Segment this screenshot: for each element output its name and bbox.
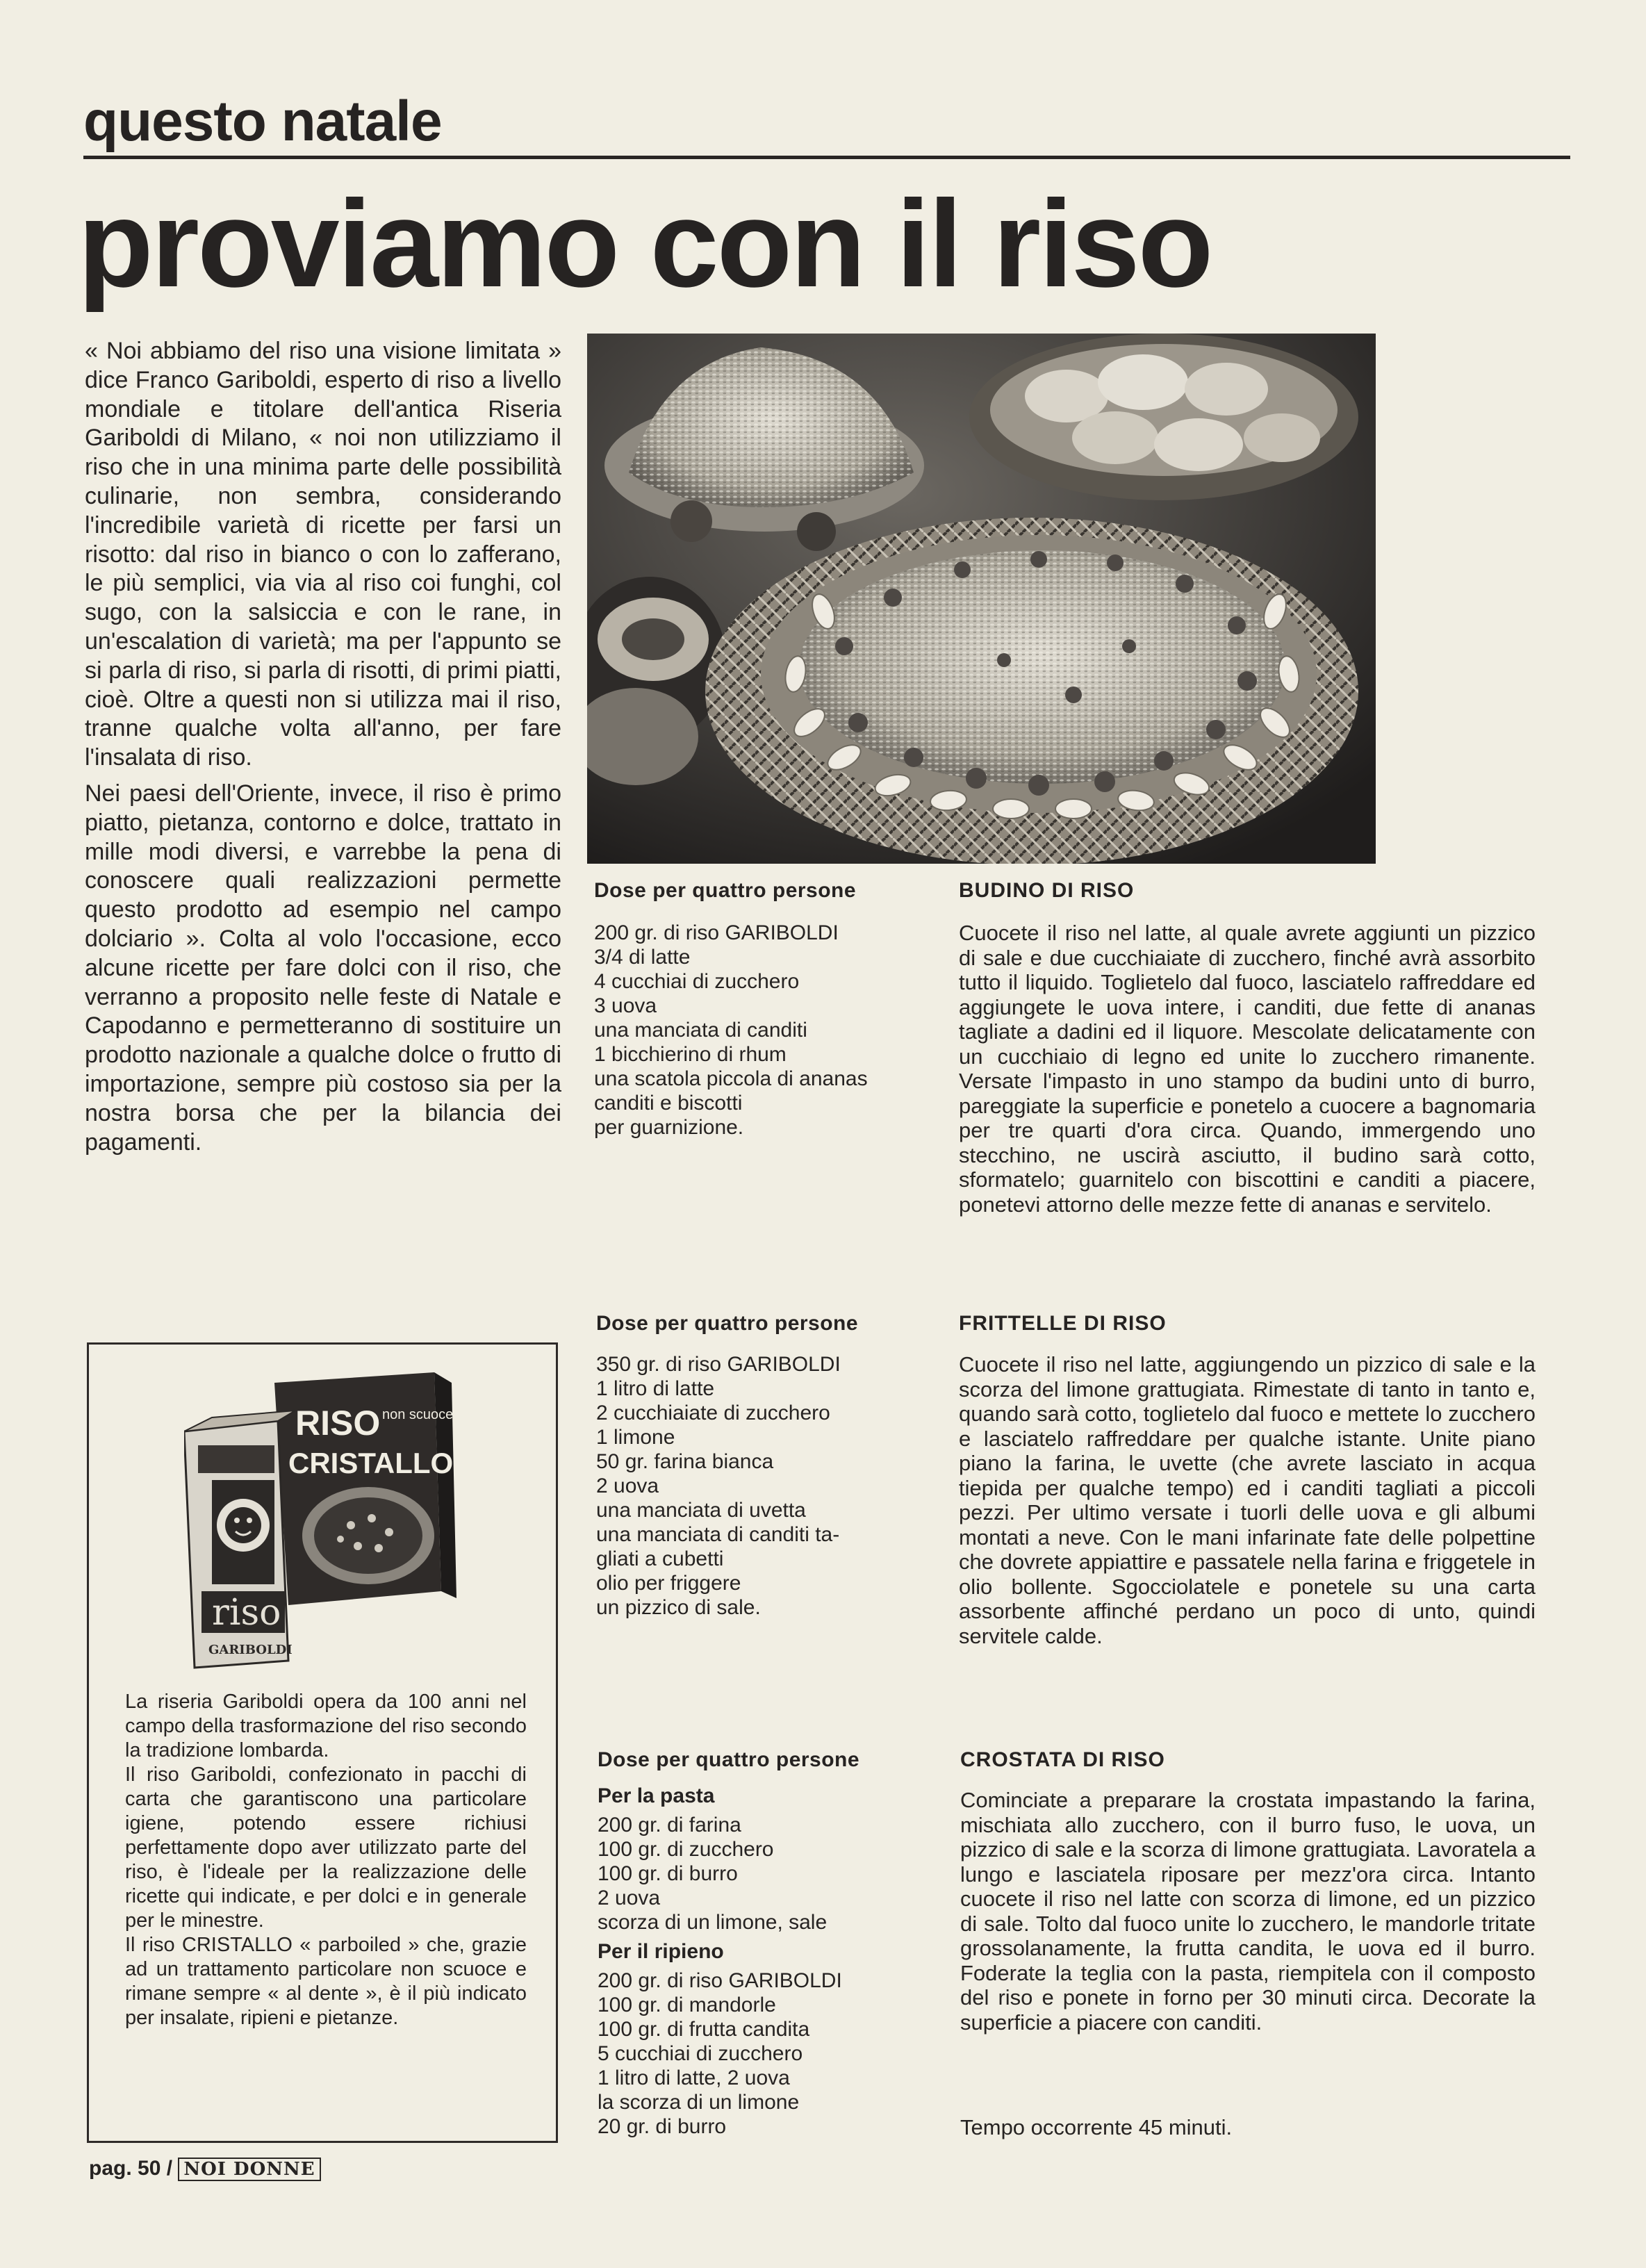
article-headline: proviamo con il riso — [78, 174, 1212, 313]
intro-column — [85, 337, 561, 1164]
recipe-title-budino: BUDINO DI RISO — [959, 879, 1135, 902]
recipe-text-budino: Cuocete il riso nel latte, al quale avrete aggiunti un pizzico di sale e due cucchiaiate di zucchero, finché avrà assorbito tutto il liquido. Toglietelo dal fuoco, lasciatelo raffreddare ed aggiungete le uova intere, i canditi, due fette di ananas tagliate a dadini ed il liquore. Mescolate delicatamente con un cucchiaio di legno ed unite lo zucchero rimanente. Versate l'impasto in uno stampo da budini unto di burro, pareggiate la superficie e ponetelo a cuocere a bagnomaria per tre quarti d'ora circa. Quando, immergendo uno stecchino, ne uscirà asciutto, il budino sarà cotto, sformatelo; guarnitelo con biscottini e canditi a piacere, ponetevi attorno delle mezze fette di ananas e servitelo. — [959, 921, 1536, 1217]
subhead-pasta: Per la pasta — [598, 1784, 715, 1807]
ingredients-frittelle: 350 gr. di riso GARIBOLDI 1 litro di latte 2 cucchiaiate di zucchero 1 limone 50 gr. farina bianca 2 uova una manciata di uvetta una manciata di canditi ta- gliati a cubetti olio per friggere un pizzico di sale. — [596, 1353, 841, 1619]
page-number: pag. 50 / — [89, 2157, 173, 2180]
rice-packages-illustration — [184, 1369, 462, 1678]
rice-desserts-photo — [587, 334, 1376, 864]
ad-text — [125, 1690, 527, 2030]
intro-paragraph-1: « Noi abbiamo del riso una visione limitata » dice Franco Gariboldi, esperto di riso a livello mondiale e titolare dell'antica Riseria Gariboldi di Milano, « noi non utilizziamo il riso che in una minima parte delle possibilità culinarie, non sembra, considerando l'incredibile varietà di ricette per farsi un risotto: dal riso in bianco o con lo zafferano, le più semplici, via via al riso coi funghi, col sugo, con la salsiccia e con le rane, in un'escalation di varietà; ma per l'appunto se si parla di riso, si parla di risotti, di primi piatti, cioè. Oltre a questi non si utilizza mai il riso, tranne qualche volta all'anno, per fare l'insalata di riso. — [85, 338, 561, 771]
ingredients-budino: 200 gr. di riso GARIBOLDI 3/4 di latte 4 cucchiai di zucchero 3 uova una manciata di canditi 1 bicchierino di rhum una scatola piccola di ananas canditi e biscotti per guarnizione. — [594, 921, 868, 1139]
pack-front-name: CRISTALLO — [288, 1447, 454, 1479]
recipe-text-crostata: Cominciate a preparare la crostata impastando la farina, mischiata allo zucchero, con il burro fuso, le uova, un pizzico di sale e la scorza di limone grattugiata. Lavoratela a lungo e lasciatela riposare per mezz'ora circa. Intanto cuocete il riso nel latte con scorza di limone, ed un pizzico di sale. Tolto dal fuoco unite lo zucchero, le mandorle tritate grossolanamente, la frutta candita, le uova ed il burro. Foderate la teglia con la pasta, riempitela con il composto del riso e ponete in forno per 30 minuti circa. Decorate la superficie a piacere con canditi. — [960, 1788, 1536, 2035]
recipe-text-frittelle: Cuocete il riso nel latte, aggiungendo un pizzico di sale e la scorza del limone grattugiata. Rimestate di tanto in tanto e, quando sarà cotto, toglietelo dal fuoco e mettete lo zucchero e lasciatelo raffreddare per qualche istante. Unite piano piano la farina, le uvette (che avrete lasciato in acqua tiepida per qualche tempo) ed i canditi tagliati a piccoli pezzi. Per ultimo versate i tuorli delle uova e gli albumi montati a neve. Con le mani infarinate fate delle polpettine che dovrete appiattire e passatele nella farina e friggetele in olio bollente. Sgocciolatele e ponetele su una carta assorbente affinché perdano un poco di unto, quindi servitele calde. — [959, 1352, 1536, 1648]
pack-front-sub: non scuoce — [382, 1407, 454, 1422]
magazine-logo: NOI DONNE — [178, 2158, 320, 2181]
header-rule — [83, 156, 1570, 159]
intro-paragraph-2: Nei paesi dell'Oriente, invece, il riso è primo piatto, pietanza, contorno e dolce, trattato in mille modi diversi, e varrebbe la pena di conoscere quali realizzazioni permette questo prodotto ad esempio nel campo dolciario ». Colta al volo l'occasione, ecco alcune ricette per fare dolci con il riso, che verranno a proposito nelle feste di Natale e Capodanno e permetteranno di sostituire un prodotto nazionale a qualche dolce o frutto di importazione, sempre più costoso sia per la nostra borsa che per la bilancia dei pagamenti. — [85, 780, 561, 1156]
subhead-ripieno: Per il ripieno — [598, 1940, 724, 1963]
dose-title-crostata: Dose per quattro persone — [598, 1748, 860, 1771]
section-kicker: questo natale — [83, 90, 442, 153]
ad-paragraph-1: La riseria Gariboldi opera da 100 anni nel campo della trasformazione del riso secondo la tradizione lombarda. — [125, 1691, 527, 1761]
ad-paragraph-3: Il riso CRISTALLO « parboiled » che, grazie ad un trattamento particolare non scuoce e rimane sempre « al dente », è il più indicato per insalate, ripieni e pietanze. — [125, 1934, 527, 2029]
dose-title-budino: Dose per quattro persone — [594, 879, 857, 902]
pack-back-brand: riso — [212, 1592, 281, 1634]
recipe-title-crostata: CROSTATA DI RISO — [960, 1748, 1165, 1771]
recipe-time-crostata: Tempo occorrente 45 minuti. — [960, 2115, 1233, 2139]
ad-paragraph-2: Il riso Gariboldi, confezionato in pacchi di carta che garantiscono una particolare igiene, potendo essere richiusi perfettamente dopo aver utilizzato parte del riso, è l'ideale per la realizzazione delle ricette qui indicate, e per dolci e in generale per le minestre. — [125, 1764, 527, 1932]
pack-front-brand: RISO — [295, 1404, 381, 1443]
dose-title-frittelle: Dose per quattro persone — [596, 1312, 859, 1335]
page-footer — [89, 2157, 321, 2181]
pack-back-sub: GARIBOLDI — [208, 1643, 293, 1657]
ingredients-pasta: 200 gr. di farina 100 gr. di zucchero 100 gr. di burro 2 uova scorza di un limone, sale — [598, 1814, 828, 1934]
ingredients-ripieno: 200 gr. di riso GARIBOLDI 100 gr. di mandorle 100 gr. di frutta candita 5 cucchiai di zucchero 1 litro di latte, 2 uova la scorza di un limone 20 gr. di burro — [598, 1969, 842, 2138]
recipe-title-frittelle: FRITTELLE DI RISO — [959, 1312, 1167, 1335]
